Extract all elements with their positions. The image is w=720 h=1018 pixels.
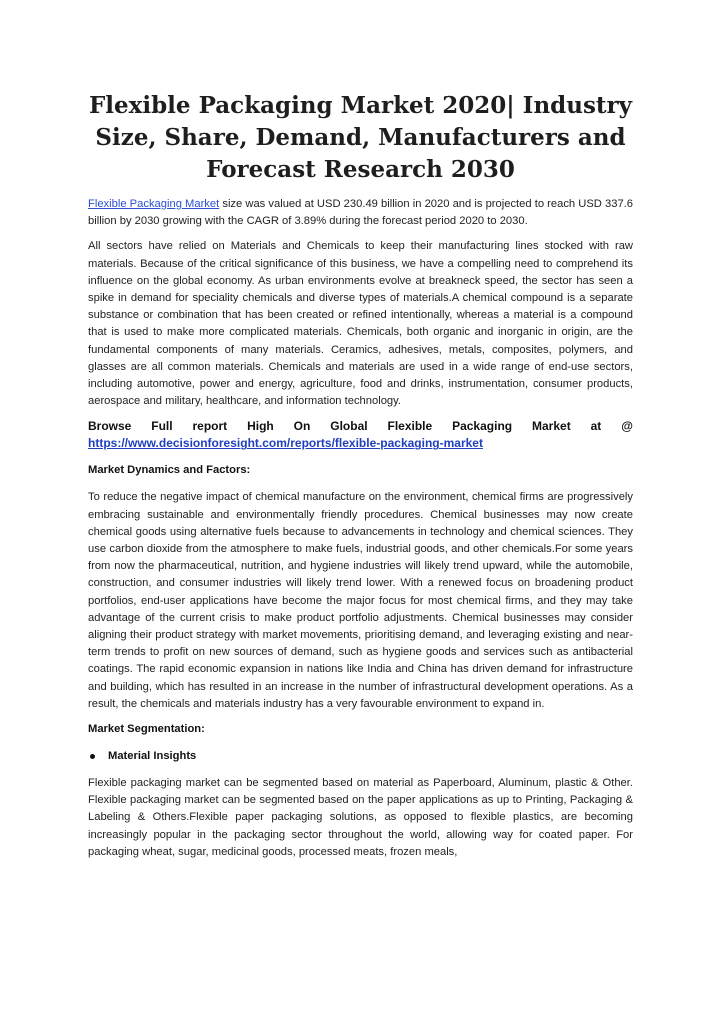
browse-word: at [590,419,602,434]
browse-word: Global [330,419,368,434]
bullet-label: Material Insights [108,750,197,763]
sectors-paragraph: All sectors have relied on Materials and Chemicals to keep their manufacturing lines stocked with raw materials. Because of the critical significance of this business, we have a compelling need to comprehend its influence on the global economy. As urban environments evolve at breakneck speed, the sector has seen a spike in demand for speciality chemicals and diverse types of materials.A chemical compound is a separate substance or combination that has been created or refined intentionally, whereas a material is a compound that is used to make more complicated materials. Chemicals, both organic and inorganic in origin, are the fundamental components of many materials. Ceramics, adhesives, metals, composites, polymers, and glasses are all common materials. Chemicals and materials are used in a wide range of end-use sectors, including automotive, power and energy, agriculture, food and drinks, instrumentation, consumer products, aerospace and military, healthcare, and information technology. [88,240,633,408]
browse-words [88,418,633,435]
document-content [88,90,633,869]
material-paragraph: Flexible packaging market can be segmented based on material as Paperboard, Aluminum, plastic & Other. Flexible packaging market can be segmented based on the paper applications as up to Printing, Packaging & Labeling & Others.Flexible paper packaging solutions, as opposed to flexible plastics, are becoming increasingly popular in the packaging sector throughout the world, allowing way for coated paper. For packaging wheat, sugar, medicinal goods, processed meats, frozen meals, [88,777,633,858]
report-url-link[interactable]: https://www.decisionforesight.com/reports/flexible-packaging-market [88,436,483,451]
segmentation-heading: Market Segmentation: [88,723,205,736]
dynamics-heading: Market Dynamics and Factors: [88,464,251,477]
browse-word: High [247,419,274,434]
title-line-1: Flexible Packaging Market 2020| Industry [88,92,633,119]
browse-word: Browse [88,419,132,434]
title-line-2: Size, Share, Demand, Manufacturers and [95,124,626,151]
market-link[interactable]: Flexible Packaging Market [88,198,220,210]
browse-word: On [293,419,311,434]
browse-word: Flexible [387,419,433,434]
intro-text: size was valued at USD 230.49 billion in 2020 and is projected to reach USD 337.6 billion by 2030 growing with the CAGR of 3.89% during the forecast period 2020 to 2030. [88,198,634,228]
bullet-icon [90,754,95,759]
browse-word: Full [151,419,173,434]
browse-report-line [88,418,633,452]
page-title [88,90,633,186]
title-line-3: Forecast Research 2030 [206,156,515,183]
material-insights-bullet [88,748,633,765]
browse-word: Packaging [452,419,513,434]
browse-word: @ [621,419,633,434]
browse-word: report [192,419,228,434]
browse-word: Market [532,419,571,434]
dynamics-paragraph: To reduce the negative impact of chemical manufacture on the environment, chemical firms are progressively embracing sustainable and environmentally friendly procedures. Chemical businesses may now create chemical goods using alternative fuels because to advancements in technology and chemical sciences. They use carbon dioxide from the atmosphere to make fuels, industrial goods, and other chemicals.For some years from now the pharmaceutical, nutrition, and hygiene industries will likely trend upward, while the automobile, construction, and consumer industries will likely trend lower. With a renewed focus on broadening product portfolios, end-user applications have become the major focus for most chemical firms, and they may take advantage of the current crisis to make product portfolio adjustments. Chemical businesses may consider aligning their product strategy with market movements, prioritising demand, and leveraging existing and near-term trends to profit on new sources of demand, such as hygiene goods and services such as antibacterial coatings. The rapid economic expansion in nations like India and China has driven demand for infrastructure and building, which has resulted in an increase in the number of infrastructural development operations. As a result, the chemicals and materials industry has a very favourable environment to expand in. [88,491,633,710]
intro-paragraph [88,196,633,230]
